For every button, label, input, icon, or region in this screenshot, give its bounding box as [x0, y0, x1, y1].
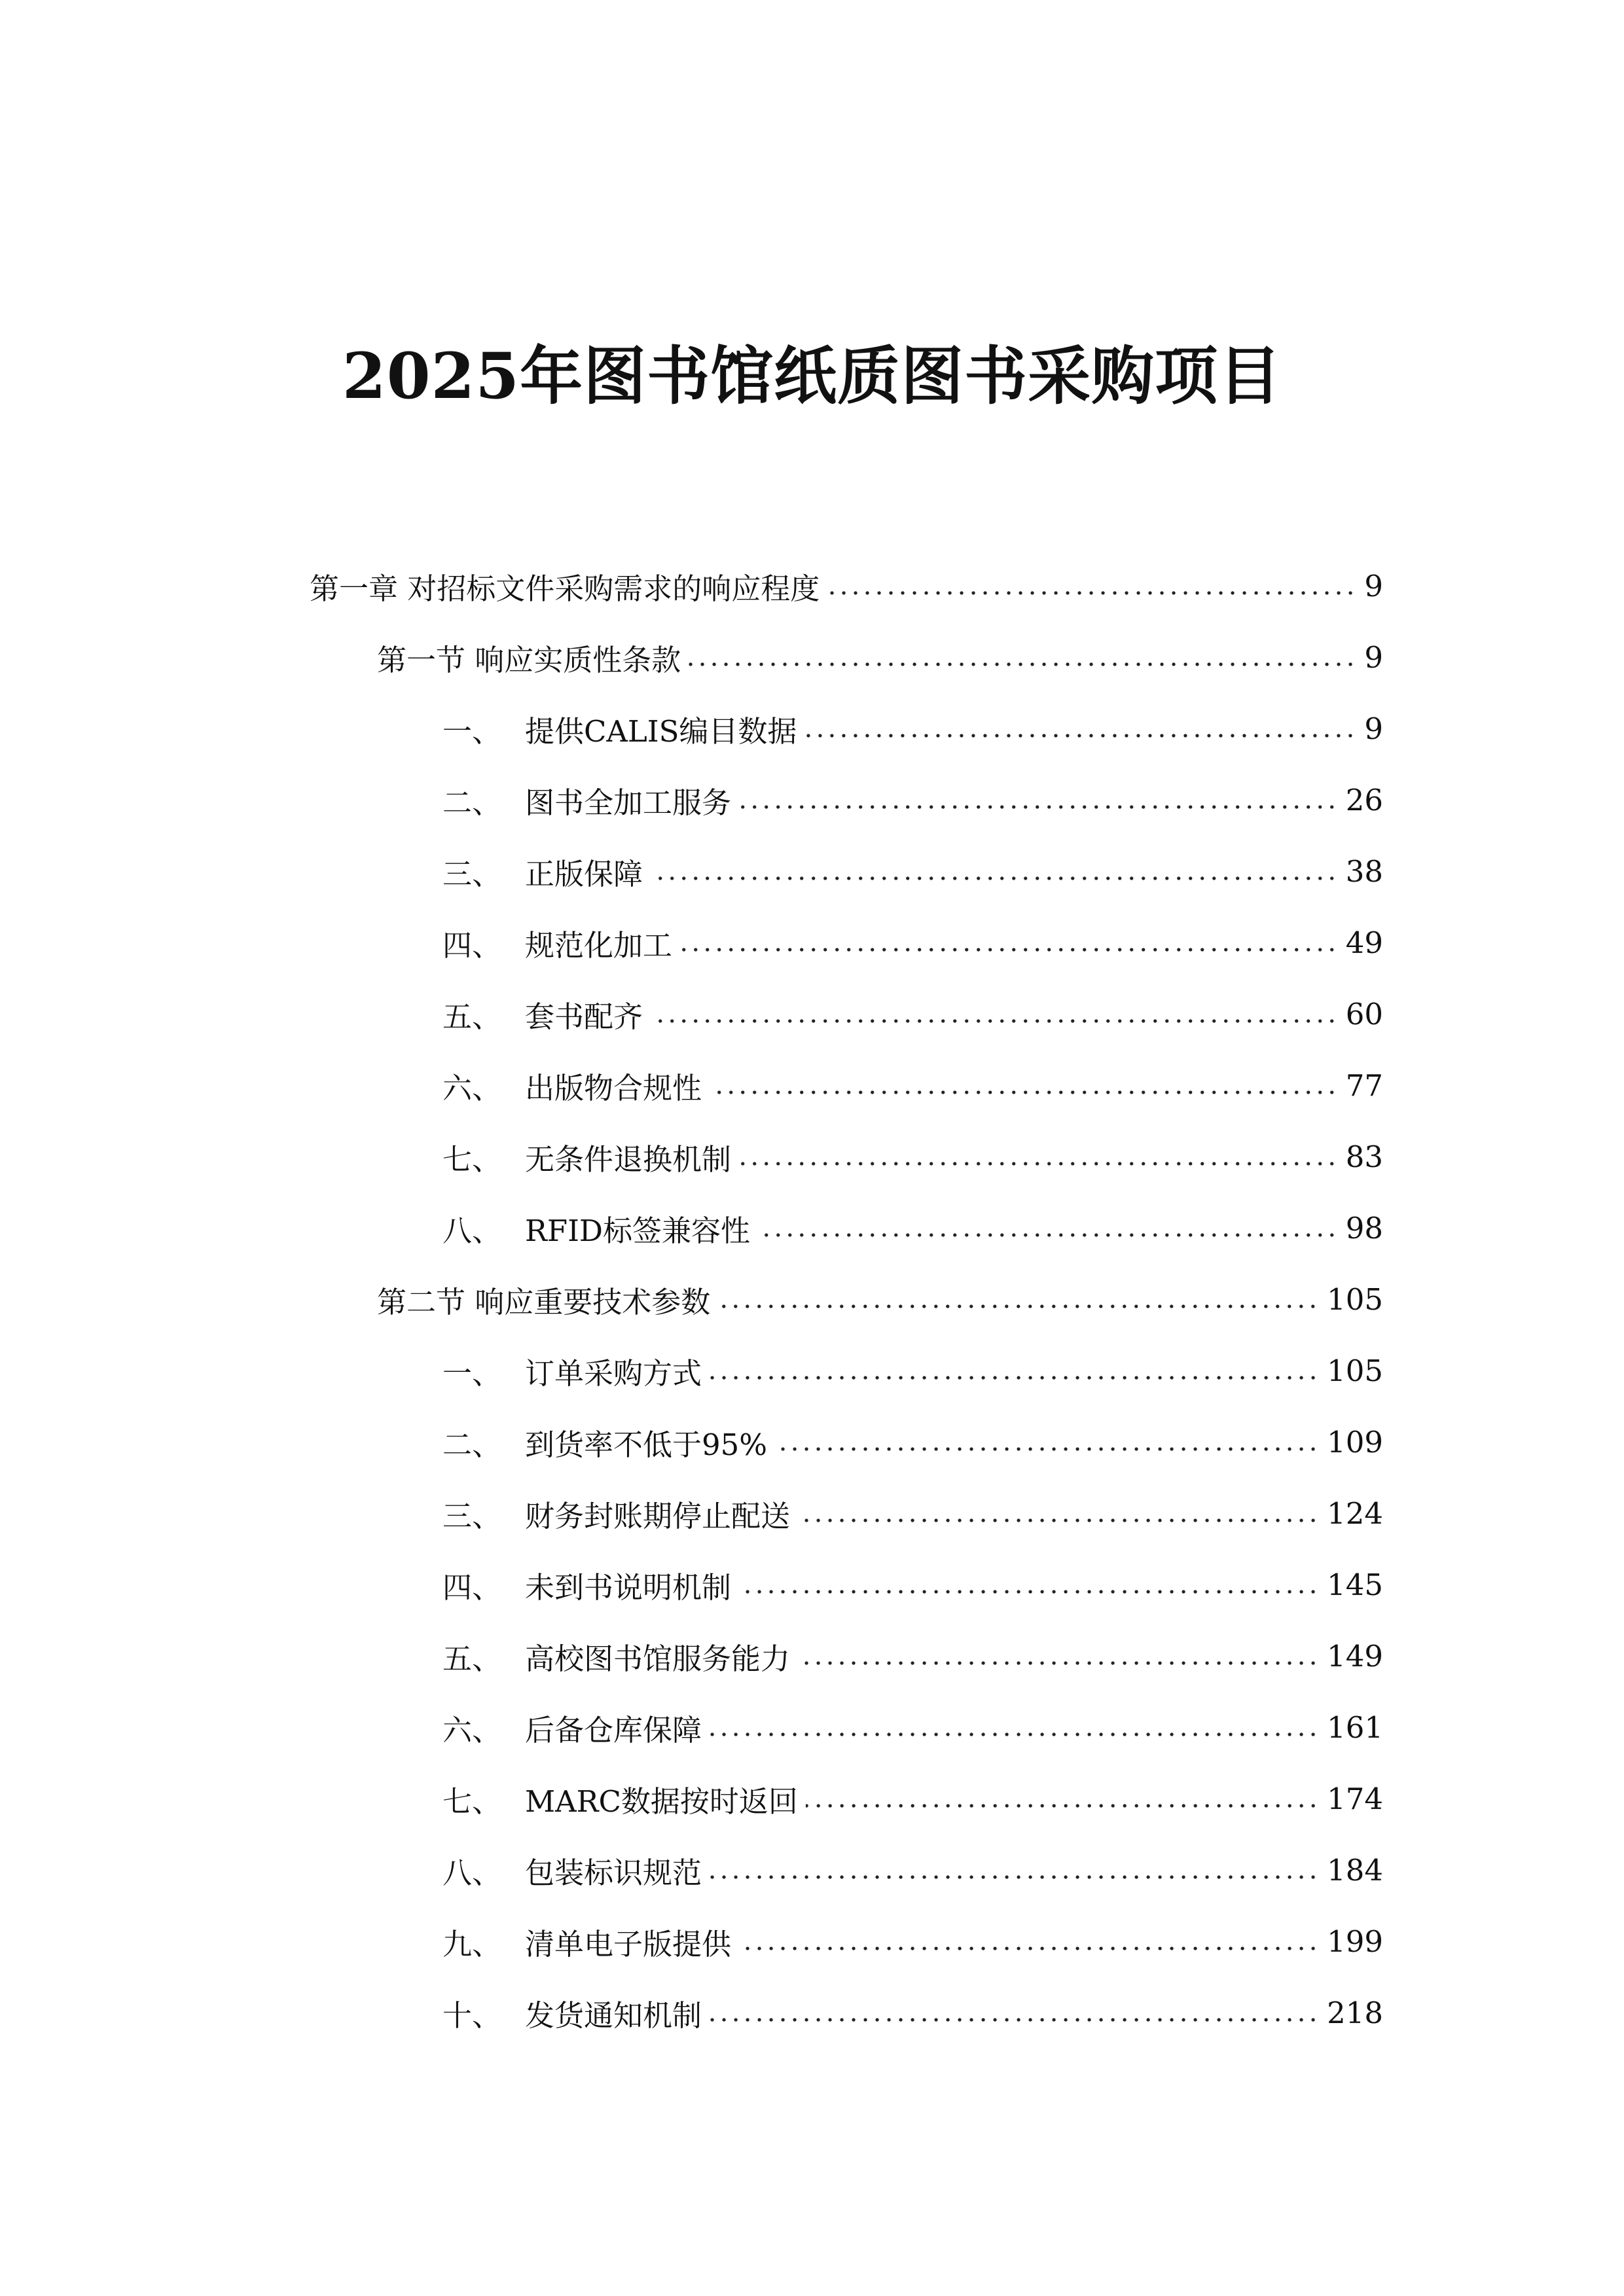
toc-entry-label: 高校图书馆服务能力: [525, 1641, 791, 1676]
dot-leader: [806, 1803, 1319, 1809]
toc-item-number: 六、: [442, 1712, 502, 1748]
toc-item-number: 四、: [442, 927, 502, 963]
toc-entry-label: 第一节 响应实质性条款: [377, 642, 681, 677]
toc-item[interactable]: [442, 1134, 1383, 1179]
dot-leader: [710, 2017, 1319, 2023]
toc-item-number: 三、: [442, 856, 502, 891]
toc-item[interactable]: [442, 1633, 1383, 1679]
toc-page-number: 26: [1345, 782, 1383, 817]
toc-entry-label: MARC数据按时返回: [525, 1784, 798, 1819]
toc-item[interactable]: [442, 706, 1383, 751]
dot-leader: [689, 661, 1356, 668]
toc-item-number: 七、: [442, 1784, 502, 1819]
dot-leader: [739, 1588, 1319, 1595]
dot-leader: [739, 804, 1338, 810]
toc-item-number: 八、: [442, 1213, 502, 1248]
toc-page-number: 60: [1345, 996, 1383, 1031]
toc-item-number: 五、: [442, 999, 502, 1034]
toc-entry-label: 清单电子版提供: [525, 1926, 732, 1962]
toc-item[interactable]: [442, 1562, 1383, 1607]
toc-page-number: 38: [1345, 853, 1383, 889]
toc-page-number: 174: [1327, 1781, 1383, 1816]
dot-leader: [798, 1517, 1319, 1524]
toc-entry-label: 第一章 对招标文件采购需求的响应程度: [310, 571, 820, 606]
toc-page-number: 145: [1327, 1567, 1383, 1602]
dot-leader: [710, 1089, 1338, 1096]
toc-entry-label: 无条件退换机制: [525, 1141, 732, 1177]
toc-item[interactable]: [442, 1847, 1383, 1893]
toc-page-number: 9: [1364, 568, 1383, 603]
toc-item[interactable]: [442, 1348, 1383, 1393]
toc-item[interactable]: [442, 1490, 1383, 1536]
toc-page-number: 83: [1345, 1139, 1383, 1174]
toc-item-number: 二、: [442, 785, 502, 820]
toc-item[interactable]: [442, 1062, 1383, 1108]
toc-item-number: 三、: [442, 1498, 502, 1534]
toc-entry-label: 发货通知机制: [525, 1998, 702, 2033]
toc-item[interactable]: [442, 777, 1383, 823]
toc-item[interactable]: [442, 1990, 1383, 2036]
toc-entry-label: 提供CALIS编目数据: [525, 713, 797, 749]
dot-leader: [710, 1374, 1319, 1381]
toc-item-number: 一、: [442, 1355, 502, 1391]
toc-entry-label: 图书全加工服务: [525, 785, 732, 820]
dot-leader: [651, 1018, 1338, 1024]
toc-entry-label: 到货率不低于95%: [525, 1427, 768, 1462]
toc-item[interactable]: [442, 1205, 1383, 1251]
toc-item[interactable]: [442, 920, 1383, 965]
dot-leader: [710, 1874, 1319, 1880]
toc-page-number: 161: [1327, 1710, 1383, 1745]
toc-entry-label: 后备仓库保障: [525, 1712, 702, 1748]
toc-item[interactable]: [442, 1419, 1383, 1465]
toc-item[interactable]: [442, 848, 1383, 894]
toc-page-number: 49: [1345, 925, 1383, 960]
dot-leader: [718, 1303, 1319, 1310]
toc-page-number: 105: [1327, 1282, 1383, 1317]
toc-item-number: 九、: [442, 1926, 502, 1962]
toc-item[interactable]: [442, 1918, 1383, 1964]
toc-section-1[interactable]: [377, 634, 1383, 680]
toc-entry-label: 出版物合规性: [525, 1070, 702, 1105]
toc-item-number: 十、: [442, 1998, 502, 2033]
dot-leader: [798, 1660, 1319, 1666]
toc-page-number: 124: [1327, 1496, 1383, 1531]
toc-item-number: 七、: [442, 1141, 502, 1177]
toc-page-number: 218: [1327, 1995, 1383, 2030]
toc-page-number: 77: [1345, 1067, 1383, 1103]
dot-leader: [651, 875, 1338, 882]
dot-leader: [827, 590, 1356, 596]
toc-page-number: 9: [1364, 711, 1383, 746]
toc-page-number: 149: [1327, 1638, 1383, 1674]
toc-item-number: 四、: [442, 1570, 502, 1605]
toc-page-number: 184: [1327, 1852, 1383, 1888]
toc-item-number: 八、: [442, 1855, 502, 1890]
dot-leader: [710, 1731, 1319, 1738]
toc-entry-label: 套书配齐: [525, 999, 643, 1034]
toc-page-number: 105: [1327, 1353, 1383, 1388]
document-title: 2025年图书馆纸质图书采购项目: [342, 339, 1282, 413]
dot-leader: [758, 1232, 1338, 1238]
toc-item[interactable]: [442, 1776, 1383, 1821]
toc-section-2[interactable]: [377, 1276, 1383, 1322]
toc-entry-label: 正版保障: [525, 856, 643, 891]
dot-leader: [739, 1160, 1338, 1167]
dot-leader: [739, 1945, 1319, 1952]
dot-leader: [804, 732, 1356, 739]
toc-page-number: 199: [1327, 1924, 1383, 1959]
dot-leader: [680, 946, 1338, 953]
dot-leader: [775, 1446, 1319, 1452]
toc-entry-label: 第二节 响应重要技术参数: [377, 1284, 711, 1319]
toc-page-number: 98: [1345, 1210, 1383, 1246]
toc-item-number: 二、: [442, 1427, 502, 1462]
toc-item[interactable]: [442, 991, 1383, 1037]
toc-entry-label: 财务封账期停止配送: [525, 1498, 791, 1534]
toc-chapter-1[interactable]: [310, 563, 1383, 609]
toc-item-number: 五、: [442, 1641, 502, 1676]
toc-item-number: 一、: [442, 713, 502, 749]
toc-entry-label: 规范化加工: [525, 927, 673, 963]
toc-entry-label: 未到书说明机制: [525, 1570, 732, 1605]
toc-item-number: 六、: [442, 1070, 502, 1105]
toc-entry-label: 订单采购方式: [525, 1355, 702, 1391]
toc-page-number: 9: [1364, 639, 1383, 675]
toc-entry-label: 包装标识规范: [525, 1855, 702, 1890]
toc-item[interactable]: [442, 1704, 1383, 1750]
toc-page-number: 109: [1327, 1424, 1383, 1460]
toc-entry-label: RFID标签兼容性: [525, 1213, 750, 1248]
